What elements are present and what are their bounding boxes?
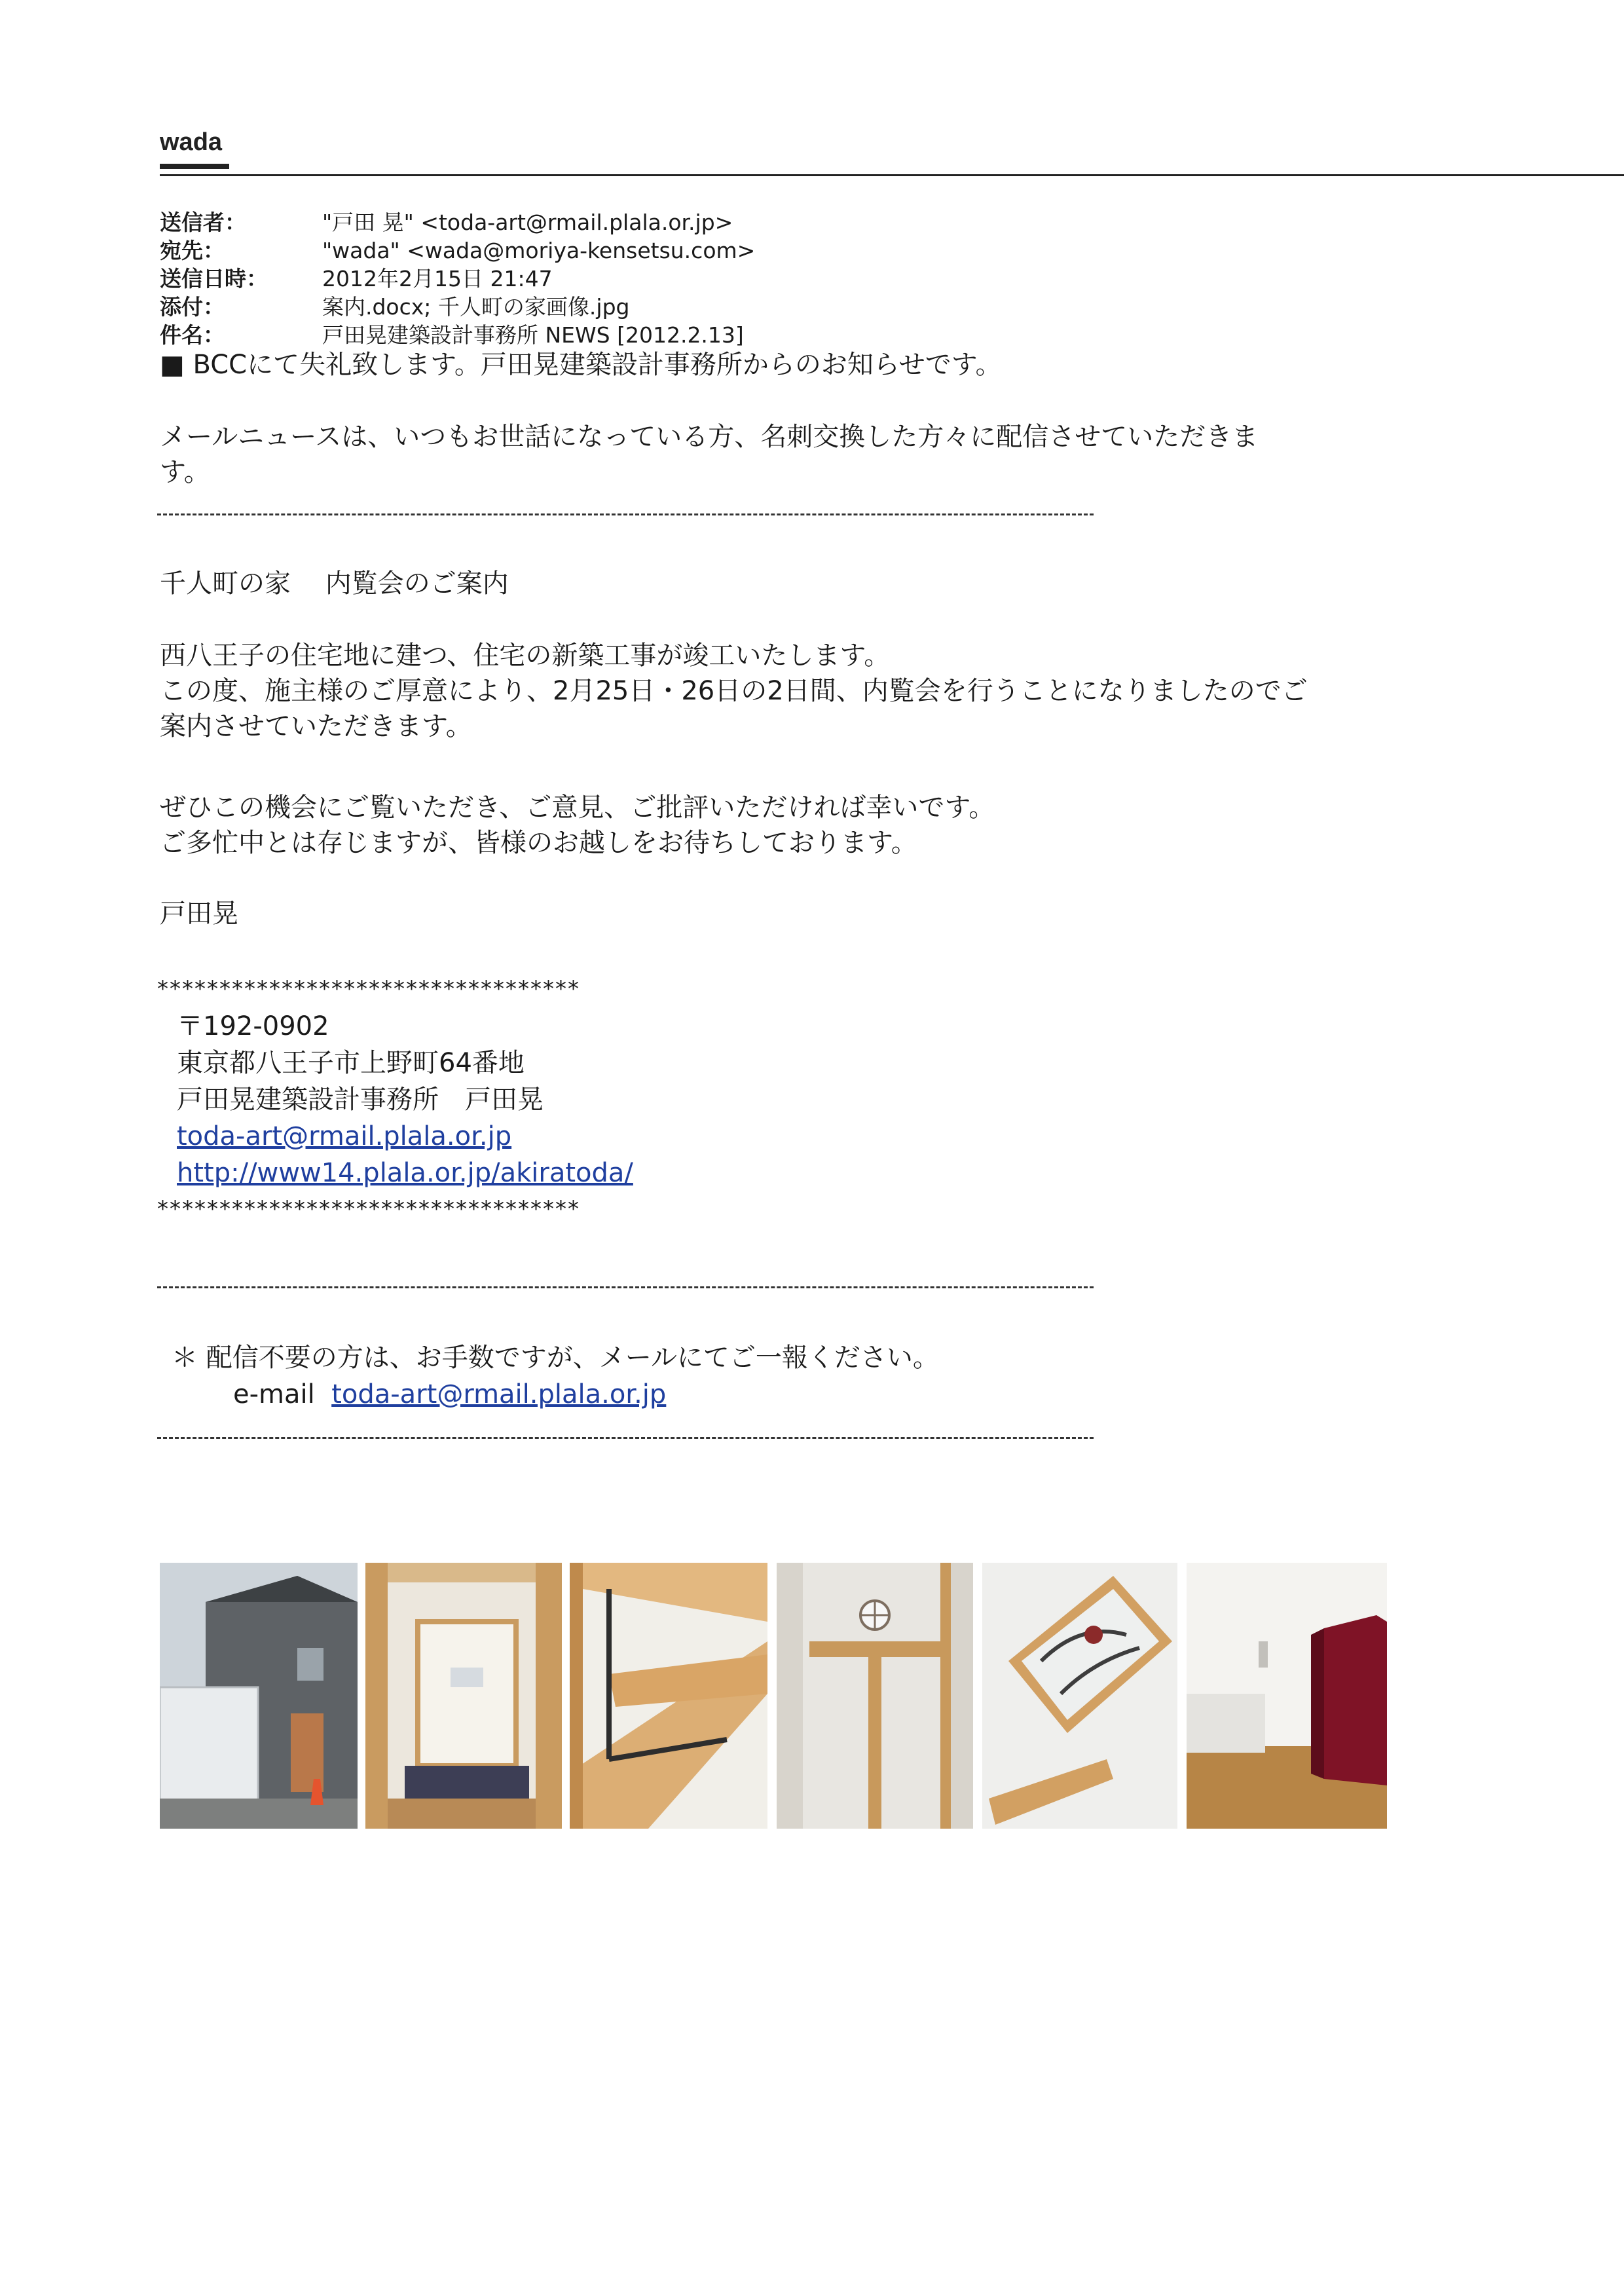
signature-address: 東京都八王子市上野町64番地 — [177, 1048, 525, 1078]
text-line: 案内させていただきます。 — [160, 711, 472, 741]
meta-value: "戸田 晃" <toda-art@rmail.plala.or.jp> — [322, 210, 733, 235]
stained-glass-window-photo — [982, 1563, 1177, 1829]
header-name: wada — [160, 128, 223, 156]
sender-sign: 戸田晃 — [160, 899, 238, 929]
dashed-divider — [157, 1437, 1094, 1439]
signature-stars-bottom: ********************************** — [157, 1196, 580, 1222]
news-paragraph — [160, 419, 1258, 490]
header-accent-bar — [160, 164, 229, 169]
meta-value: "wada" <wada@moriya-kensetsu.com> — [322, 238, 756, 263]
meta-value: 戸田晃建築設計事務所 NEWS [2012.2.13] — [322, 322, 744, 348]
meta-label: 送信日時： — [160, 266, 268, 291]
meta-value: 案内.docx; 千人町の家画像.jpg — [322, 294, 630, 320]
header-rule — [160, 174, 1624, 176]
url-link-text[interactable]: http://www14.plala.or.jp/akiratoda/ — [177, 1158, 633, 1188]
text-line: メールニュースは、いつもお世話になっている方、名刺交換した方々に配信させていただきま — [160, 422, 1259, 452]
meta-label: 件名： — [160, 322, 225, 348]
text-line: 西八王子の住宅地に建つ、住宅の新築工事が竣工いたします。 — [160, 641, 891, 671]
staircase-photo — [570, 1563, 767, 1829]
entrance-interior-photo — [365, 1563, 562, 1829]
invitation-paragraph — [160, 790, 995, 861]
footer-email-link[interactable]: toda-art@rmail.plala.or.jp — [331, 1379, 667, 1409]
text-line: ご多忙中とは存じますが、皆様のお越しをお待ちしております。 — [160, 828, 917, 858]
dashed-divider — [157, 1286, 1094, 1288]
unsubscribe-note: ＊ 配信不要の方は、お手数ですが、メールにてご一報ください。 — [172, 1343, 939, 1373]
email-label: e-mail — [233, 1379, 315, 1409]
event-paragraph — [160, 638, 1308, 744]
kitchen-cabinet-photo — [1187, 1563, 1387, 1829]
meta-label: 宛先： — [160, 238, 225, 263]
house-exterior-photo — [160, 1563, 358, 1829]
loft-window-photo — [777, 1563, 973, 1829]
intro-line: ■ BCCにて失礼致します。戸田晃建築設計事務所からのお知らせです。 — [160, 350, 1002, 380]
signature-email-link[interactable] — [177, 1119, 511, 1154]
text-line: この度、施主様のご厚意により、2月25日・26日の2日間、内覧会を行うことになりましたのでご — [160, 676, 1308, 706]
signature-postal: 〒192-0902 — [177, 1011, 329, 1041]
meta-value: 2012年2月15日 21:47 — [322, 266, 553, 291]
meta-label: 送信者： — [160, 210, 246, 235]
signature-url-link[interactable] — [177, 1155, 633, 1191]
event-title: 千人町の家 内覧会のご案内 — [160, 569, 509, 599]
signature-stars-top: ********************************** — [157, 976, 580, 1002]
text-line: す。 — [160, 457, 210, 487]
dashed-divider — [157, 513, 1094, 515]
text-line: ぜひこの機会にご覧いただき、ご意見、ご批評いただければ幸いです。 — [160, 793, 995, 823]
meta-label: 添付： — [160, 294, 225, 320]
email-link-text[interactable]: toda-art@rmail.plala.or.jp — [177, 1121, 512, 1151]
signature-office: 戸田晃建築設計事務所 戸田晃 — [177, 1085, 544, 1115]
footer-email-line — [233, 1377, 666, 1412]
